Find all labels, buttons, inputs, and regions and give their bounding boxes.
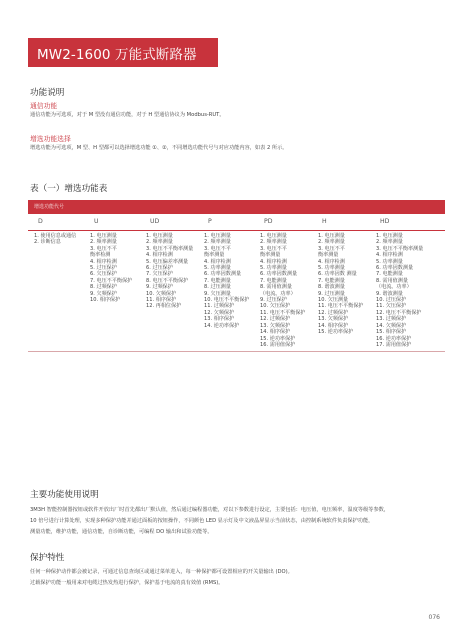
column-header: P: [208, 218, 212, 225]
function-item: 12. 过频保护: [260, 316, 291, 323]
function-item: 13. 欠频保护: [260, 322, 291, 329]
function-item: 6. 功率因数测量: [260, 271, 298, 278]
function-item: 11. 过频保护: [204, 303, 235, 310]
main-protection-line: 10 倍号进行计算处理，实现多种保护功能并通过面板的按钮操作，不同颜色 LED 显示灯及中文液晶屏显示当前状态，由控制系统软件负责保护功能，: [30, 518, 374, 524]
function-item: 1. 电压测量: [376, 233, 403, 239]
function-item: 16. 逆功率保护: [376, 335, 412, 342]
function-item: 1. 电压测量: [146, 233, 173, 239]
main-protection-line: 测量功能，维护功能，通信功能，自诊断功能，可编程 DO 输出和试验功能等。: [30, 529, 213, 535]
function-item: 4. 相序检测: [260, 258, 287, 265]
function-item: 10. 过压保护: [376, 297, 407, 304]
function-item: 13. 相序保护: [204, 316, 235, 323]
function-item: 8. 需用值测量: [376, 277, 408, 284]
column-header: PD: [264, 218, 273, 225]
function-item: 11. 电压不平衡保护: [260, 309, 306, 316]
protection-line: 任何一种保护动作都会被记录，可通过信息查询区或通过菜单进入，每一种保护都可设置相应的开关量输出 (DO)。: [30, 569, 293, 575]
column-items-u: [90, 233, 132, 303]
function-item: 13. 欠频保护: [318, 316, 349, 323]
column-header: H: [322, 218, 327, 225]
table-header-divider: [28, 230, 445, 231]
function-item: 8. 过压测量: [204, 284, 231, 291]
function-item: 15. 逆功率保护: [318, 329, 354, 336]
function-item: 6. 功率因数测量: [376, 265, 414, 272]
function-item: 5. 电压偏差率测量: [146, 258, 189, 265]
protection-line: 过载保护功能一般用来对电缆过热发热进行保护，保护基于电流的真有效值 (RMS)。: [30, 580, 224, 586]
function-item: 16. 需用值保护: [260, 341, 296, 348]
table-column-header-row: [28, 214, 445, 230]
function-item: 1. 电压测量: [318, 233, 345, 239]
function-item: 3. 电压不平衡率测量: [146, 245, 194, 252]
function-item: 11. 欠压保护: [376, 303, 407, 310]
function-item: 13. 过频保护: [376, 316, 407, 323]
function-item: 2. 频率测量: [376, 239, 403, 246]
function-item: 12. 再相位保护: [146, 303, 182, 310]
function-item: 9. 欠频保护: [90, 290, 117, 297]
function-item: 7. 欠压保护: [146, 271, 173, 278]
column-items-h: [318, 233, 363, 336]
addon-heading: 增选功能选择: [30, 135, 71, 143]
function-item: 6. 功率因数 测量: [318, 271, 357, 278]
function-item: 6. 欠压保护: [90, 271, 117, 278]
table-header-band: [28, 200, 445, 214]
table-band-label: 增选功能代号: [34, 204, 65, 210]
function-item: 3. 电压不平: [204, 245, 231, 252]
function-item: 9. 谐波测量: [376, 290, 403, 297]
function-item: 1. 电压测量: [204, 233, 231, 239]
function-item: 10. 电压不平衡保护: [204, 297, 250, 304]
column-items-hd: [376, 233, 423, 348]
function-item: 3. 电压不平衡率测量: [376, 245, 424, 252]
function-item: 衡率测量: [318, 252, 339, 259]
function-item: 8. 需用值测量: [260, 284, 292, 291]
column-items-d: [34, 233, 76, 246]
function-item: 4. 相序检测: [146, 252, 173, 259]
column-items-p: [204, 233, 249, 329]
function-item: 8. 电压不平衡保护: [146, 277, 189, 284]
column-header: U: [94, 218, 99, 225]
function-item: 3. 电压不平: [318, 245, 345, 252]
function-item: 9. 过压保护: [260, 297, 287, 304]
title-banner: [28, 38, 218, 67]
function-item: 5. 过压保护: [90, 265, 117, 272]
function-item: 3. 电压不平: [260, 245, 287, 252]
function-item: 10. 相序保护: [90, 297, 121, 304]
function-item: 1. 电压测量: [90, 233, 117, 239]
function-item: 7. 电能测量: [260, 277, 287, 284]
protection-heading: 保护特性: [30, 553, 65, 563]
table-bottom-rule: [28, 351, 445, 352]
column-items-pd: [260, 233, 305, 348]
function-item: 4. 相序检测: [90, 258, 117, 265]
function-item: 9. 过压测量: [318, 290, 345, 297]
column-header: UD: [150, 218, 160, 225]
function-item: 衡率检测: [90, 252, 111, 259]
main-protection-heading: 主要功能使用说明: [30, 490, 99, 500]
function-item: 衡率测量: [260, 252, 281, 259]
column-header: HD: [380, 218, 390, 225]
main-protection-line: 3M3H 智能控制器按钮或软件开放出厂时首先都出厂默认值，然后通过编程器功能，对以下参数进行设定，主要包括：电压值，电压频率，温度等级等参数，: [30, 507, 390, 513]
function-item: 6. 功率因数测量: [204, 271, 242, 278]
function-item: 14. 逆功率保护: [204, 322, 240, 329]
function-item: 7. 电能测量: [376, 271, 403, 278]
function-item: 2. 频率测量: [146, 239, 173, 246]
function-item: 11. 相序保护: [146, 297, 177, 304]
function-item: 8. 谐波测量: [318, 284, 345, 291]
function-item: 14. 欠频保护: [376, 322, 407, 329]
function-item: 15. 相序保护: [376, 329, 407, 336]
addon-text: 增选功能为可选项，M 型、H 型都可以选择增选功能 ①、②，不同增选功能代号与对应功能内容，如表 2 所示。: [30, 145, 288, 151]
section-heading-function: 功能说明: [30, 88, 65, 98]
comm-heading: 通信功能: [30, 102, 58, 110]
function-item: 2. 诊断信息: [34, 239, 61, 246]
function-item: 9. 欠压测量: [204, 290, 231, 297]
function-item: 10. 欠压保护: [260, 303, 291, 310]
function-item: 2. 频率测量: [260, 239, 287, 246]
function-item: 7. 电压不平衡保护: [90, 277, 133, 284]
function-item: 12. 过频保护: [318, 309, 349, 316]
function-item: 14. 相序保护: [318, 322, 349, 329]
column-items-ud: [146, 233, 193, 310]
function-item: 2. 频率测量: [318, 239, 345, 246]
page-number: 076: [428, 614, 440, 621]
function-item: 10. 欠压测量: [318, 297, 349, 304]
function-item: 3. 电压不平: [90, 245, 117, 252]
function-item: 12. 电压不平衡保护: [376, 309, 422, 316]
function-item: 2. 频率测量: [204, 239, 231, 246]
column-header: D: [38, 218, 43, 225]
function-item: 5. 功率测量: [376, 258, 403, 265]
function-item: 11. 电压不平衡保护: [318, 303, 364, 310]
page-title: MW2-1600 万能式断路器: [37, 47, 197, 63]
function-item: 5. 功率测量: [204, 265, 231, 272]
function-item: 5. 功率测量: [318, 265, 345, 272]
function-item: 15. 逆功率保护: [260, 335, 296, 342]
function-item: （电流、功率）: [376, 284, 412, 291]
function-item: 4. 相序检测: [376, 252, 403, 259]
function-item: 17. 需用值保护: [376, 341, 412, 348]
function-item: 1. 电压测量: [260, 233, 287, 239]
function-item: 7. 电能测量: [204, 277, 231, 284]
function-item: 2. 频率测量: [90, 239, 117, 246]
function-item: 衡率测量: [204, 252, 225, 259]
function-item: 4. 相序检测: [204, 258, 231, 265]
function-item: 4. 相序检测: [318, 258, 345, 265]
function-item: 9. 过频保护: [146, 284, 173, 291]
function-item: （电流、功率）: [260, 290, 296, 297]
function-item: 7. 电能测量: [318, 277, 345, 284]
function-item: 6. 过压保护: [146, 265, 173, 272]
function-item: 12. 欠频保护: [204, 309, 235, 316]
function-item: 10. 欠频保护: [146, 290, 177, 297]
function-item: 14. 相序保护: [260, 329, 291, 336]
function-item: 5. 功率测量: [260, 265, 287, 272]
function-item: 1. 使用信息或通信: [34, 233, 77, 239]
table-title: 表（一）增选功能表: [30, 184, 108, 194]
function-item: 8. 过频保护: [90, 284, 117, 291]
comm-text: 通信功能为可选项，对于 M 型没有通信功能，对于 H 型通信协议为 Modbus-RUT。: [30, 112, 225, 118]
